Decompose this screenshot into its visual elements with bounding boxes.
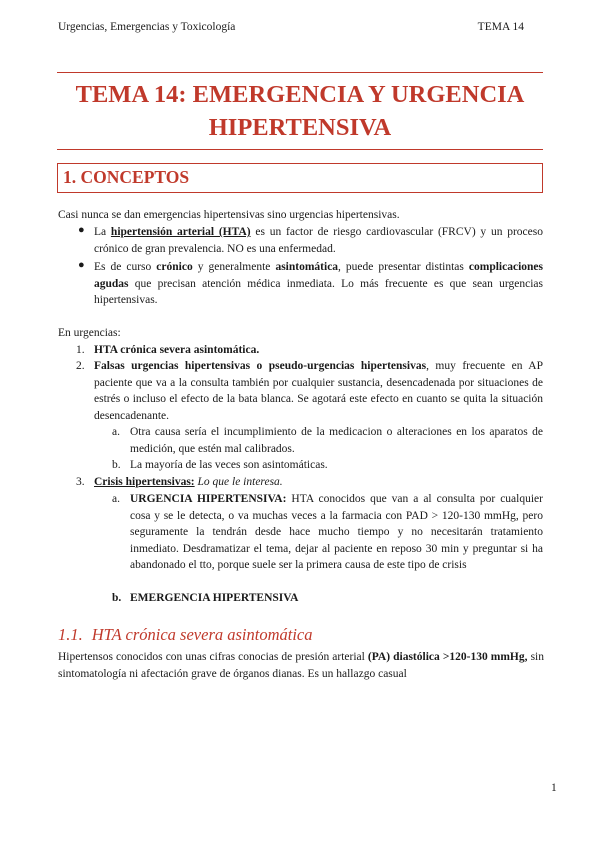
en-urgencias-label: En urgencias: [58, 327, 121, 339]
bullet-bold-term: complicaciones agudas [94, 261, 544, 290]
bullet-bold-term: crónico [156, 261, 193, 273]
list-item-italic: Lo que le interesa. [194, 476, 283, 488]
page-number: 1 [551, 782, 557, 794]
bullet-icon: ● [78, 224, 85, 236]
bullet-text: La [94, 226, 111, 238]
subsection-heading [58, 625, 313, 645]
list-item-crisis [94, 474, 543, 491]
sub-list-letter: b. [112, 459, 121, 471]
sub-item-emergencia-hipertensiva [130, 590, 543, 607]
subsection-paragraph [58, 649, 544, 682]
sub-item-urgencia-hipertensiva [130, 491, 543, 574]
bullet-text: Es de curso [94, 261, 157, 273]
sub-list-letter: a. [112, 493, 120, 505]
paragraph-text: sin sintomatología ni afectación grave de órganos dianas. Es un hallazgo casual [58, 651, 544, 680]
sub-item-text: HTA conocidos que van a al consulta por cualquier cosa y se le detecta, o va muchas veces a la farmacia con PAD > 120-130 mmHg, pero seguramente la tendrán desde hace mucho tiempo y no necesitarán tratamiento inmediato. Desdramatizar el tema, dejar al paciente en reposo 30 min y preguntar si ha abandonado el tto, porque suele ser la primera causa de este tipo de crisis [130, 493, 543, 571]
list-item-bold: Crisis hipertensivas: [94, 476, 195, 488]
bullet-text: que precisan atención médica inmediata. Lo más frecuente es que sean urgencias hipertensivas. [94, 277, 543, 306]
list-item-falsas-urgencias [94, 358, 543, 424]
list-item-bold: HTA crónica severa asintomática. [94, 344, 260, 356]
bullet-bold-term: hipertensión arterial (HTA) [110, 226, 251, 238]
list-item-bold: Falsas urgencias hipertensivas o pseudo-urgencias hipertensivas [94, 360, 427, 372]
header-topic: TEMA 14 [477, 21, 524, 33]
sub-list-letter: a. [112, 426, 120, 438]
bullet-text: es un factor de riesgo cardiovascular (FRCV) y un proceso crónico de gran prevalencia. NO es una enfermedad. [94, 226, 543, 255]
sub-item-asintomaticas: La mayoría de las veces son asintomáticas. [130, 459, 328, 471]
bullet-icon: ● [78, 259, 85, 271]
bullet-bold-term: asintomática [275, 261, 339, 273]
list-number: 3. [76, 476, 85, 488]
sub-list-letter [112, 590, 121, 607]
subsection-title: HTA crónica severa asintomática [91, 625, 313, 644]
section-heading-box [57, 163, 543, 193]
page-title-line1: TEMA 14: EMERGENCIA Y URGENCIA [75, 81, 525, 108]
section-heading-conceptos: 1. CONCEPTOS [63, 167, 190, 187]
bullet-item-curso [94, 259, 543, 309]
title-bottom-rule [57, 149, 543, 150]
sub-item-bold: URGENCIA HIPERTENSIVA: [130, 493, 287, 505]
bullet-text: y generalmente [192, 261, 276, 273]
bullet-text: , puede presentar distintas [338, 261, 469, 273]
list-item-text: , muy frecuente en AP paciente que va a la consulta también por cualquier sustancia, desencadenada por situaciones de estrés o incluso el efecto de la bata blanca. Se agotará este efecto en cuanto se quita la situación desencadenante. [94, 360, 543, 422]
paragraph-text: Hipertensos conocidos con unas cifras conocias de presión arterial [58, 651, 368, 663]
intro-paragraph: Casi nunca se dan emergencias hipertensivas sino urgencias hipertensivas. [58, 209, 400, 221]
sub-list-letter-bold: b. [112, 592, 122, 604]
bullet-item-hta [94, 224, 543, 257]
title-top-rule [57, 72, 543, 73]
list-number: 2. [76, 360, 85, 372]
list-item-hta-cronica [94, 342, 543, 359]
list-number: 1. [76, 344, 85, 356]
sub-item-otra-causa: Otra causa sería el incumplimiento de la medicacion o alteraciones en los aparatos de medición, que estén mal calibrados. [130, 426, 543, 455]
subsection-number: 1.1. [58, 625, 83, 644]
page-title [57, 78, 543, 144]
sub-item-bold: EMERGENCIA HIPERTENSIVA [130, 592, 299, 604]
page-title-line2: HIPERTENSIVA [208, 114, 392, 141]
header-course-title: Urgencias, Emergencias y Toxicología [58, 21, 236, 33]
paragraph-bold: (PA) diastólica >120-130 mmHg, [367, 651, 528, 663]
